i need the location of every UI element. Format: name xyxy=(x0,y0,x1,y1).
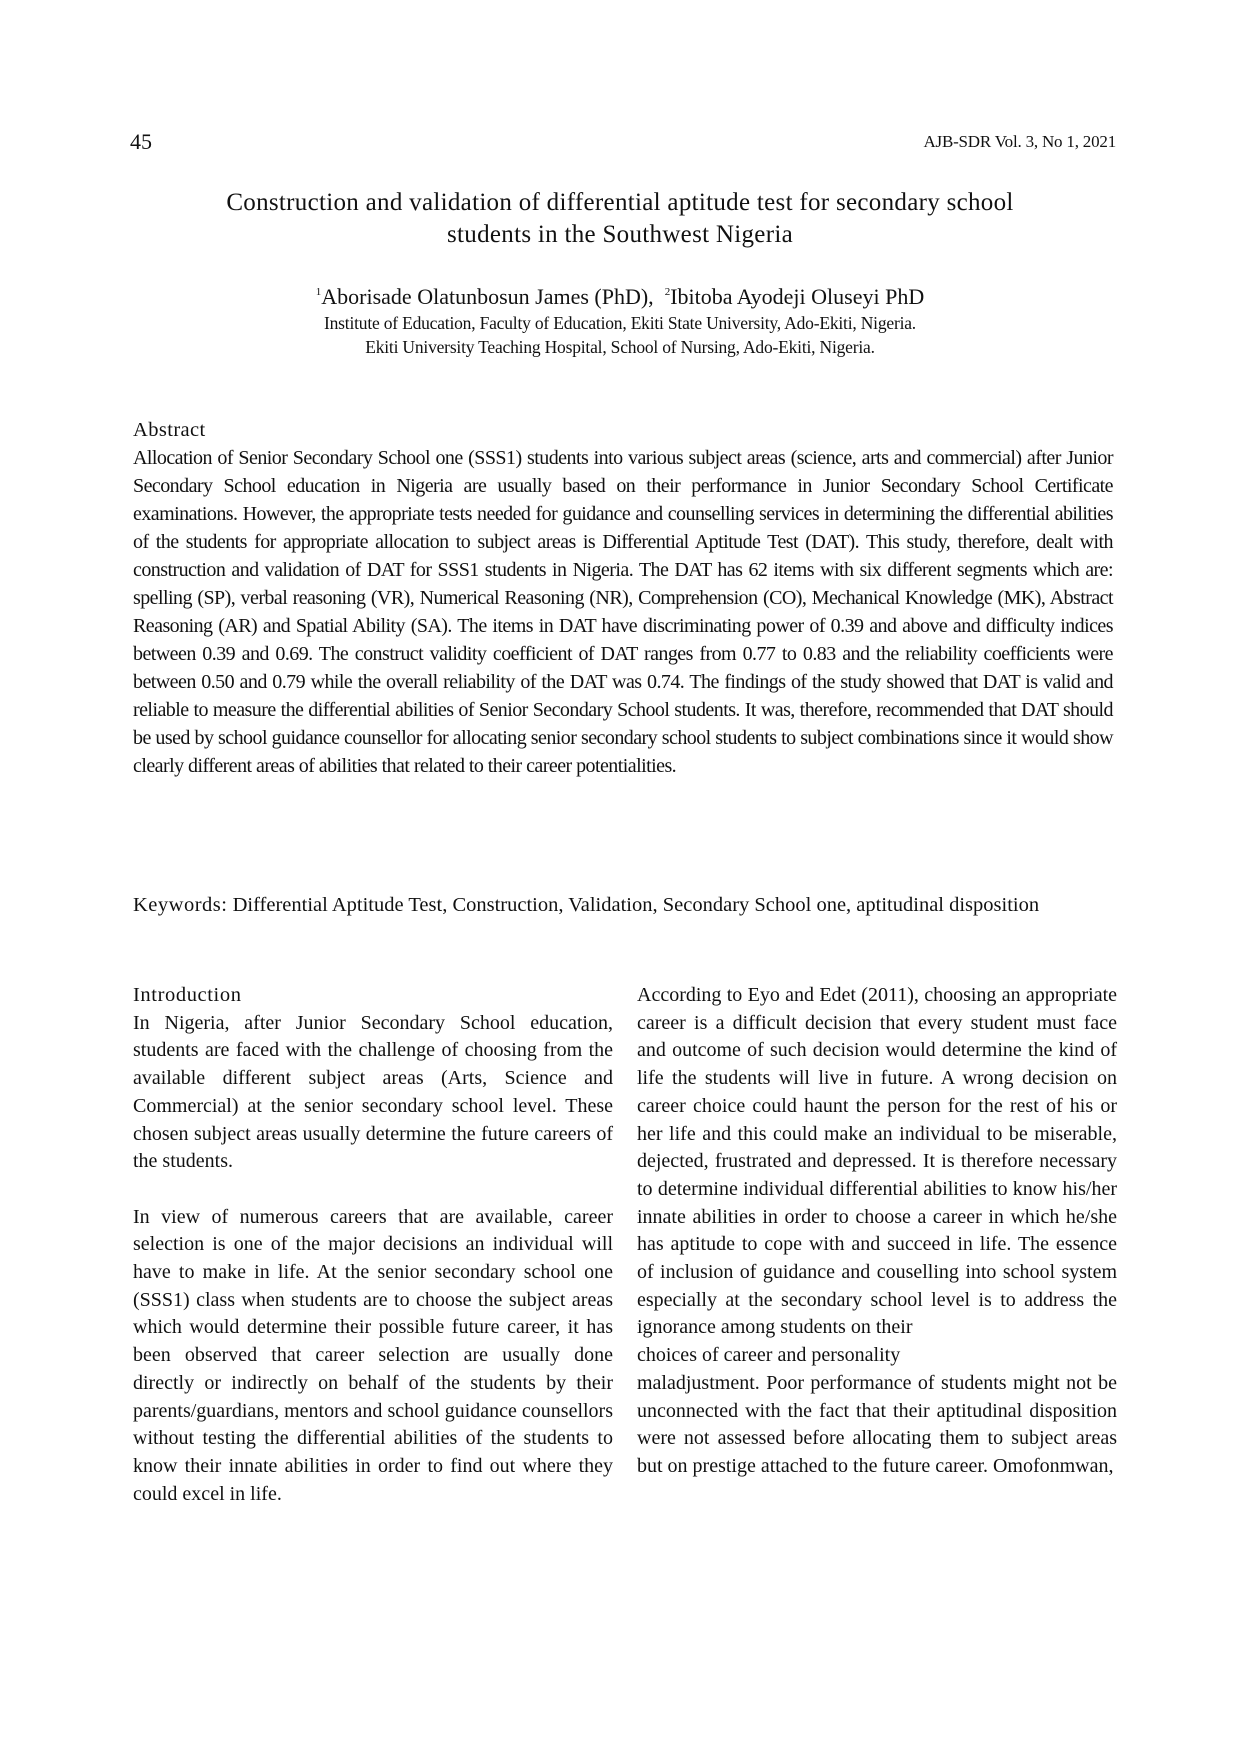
journal-reference: AJB-SDR Vol. 3, No 1, 2021 xyxy=(923,132,1116,151)
paragraph-spacer xyxy=(133,1176,613,1204)
right-paragraph-spread-line: choices of career and personality xyxy=(637,1344,901,1367)
affiliation-1: Institute of Education, Faculty of Education, Ekiti State University, Ado-Ekiti, Nigeria. xyxy=(324,313,916,333)
intro-paragraph-1: In Nigeria, after Junior Secondary School education, students are faced with the challenge of choosing from the available different subject areas (Arts, Science and Commercial) at the senior secondary school level. These chosen subject areas usually determine the future careers of the students. xyxy=(133,1011,613,1173)
keywords-label: Keywords: xyxy=(133,894,228,916)
author-1-superscript: 1 xyxy=(315,286,322,298)
author-2-superscript: 2 xyxy=(664,286,671,298)
author-block xyxy=(120,283,1120,359)
author-1-name: Aborisade Olatunbosun James (PhD), xyxy=(321,284,654,309)
keywords-text: Differential Aptitude Test, Construction, Validation, Secondary School one, aptitudinal disposition xyxy=(232,894,1040,916)
intro-paragraph-2: In view of numerous careers that are available, career selection is one of the major decisions an individual will have to make in life. At the senior secondary school one (SSS1) class when students are to choose the subject areas which would determine their possible future career, it has been observed that career selection are usually done directly or indirectly on behalf of the students by their parents/guardians, mentors and school guidance counsellors without testing the differential abilities of the students to know their innate abilities in order to find out where they could excel in life. xyxy=(133,1205,613,1505)
author-2-name: Ibitoba Ayodeji Oluseyi PhD xyxy=(670,284,925,309)
running-header xyxy=(130,130,1116,154)
right-paragraph-part-1: According to Eyo and Edet (2011), choosing an appropriate career is a difficult decision that every student must face and outcome of such decision would determine the kind of life the students will live in future. A wrong decision on career choice could haunt the person for the rest of his or her life and this could make an individual to be miserable, dejected, frustrated and depressed. It is therefore necessary to determine individual differential abilities to know his/her innate abilities in order to choose a career in which he/she has aptitude to cope with and succeed in life. The essence of inclusion of guidance and couselling into school system especially at the secondary school level is to address the ignorance among students on their xyxy=(637,984,1117,1339)
left-column xyxy=(133,982,613,1508)
introduction-heading: Introduction xyxy=(133,984,242,1006)
abstract-section xyxy=(133,416,1113,780)
right-paragraph-part-2: maladjustment. Poor performance of students might not be unconnected with the fact that their aptitudinal disposition were not assessed before allocating them to subject areas but on prestige attached to the future career. Omofonmwan, xyxy=(637,1371,1117,1477)
author-line xyxy=(120,283,1120,311)
page-number: 45 xyxy=(130,129,152,154)
abstract-body: Allocation of Senior Secondary School one (SSS1) students into various subject areas (science, arts and commercial) after Junior Secondary School education in Nigeria are usually based on their performance in Junior Secondary School Certificate examinations. However, the appropriate tests needed for guidance and counselling services in determining the differential abilities of the students for appropriate allocation to subject areas is Differential Aptitude Test (DAT). This study, therefore, dealt with construction and validation of DAT for SSS1 students in Nigeria. The DAT has 62 items with six different segments which are: spelling (SP), verbal reasoning (VR), Numerical Reasoning (NR), Comprehension (CO), Mechanical Knowledge (MK), Abstract Reasoning (AR) and Spatial Ability (SA). The items in DAT have discriminating power of 0.39 and above and difficulty indices between 0.39 and 0.69. The construct validity coefficient of DAT ranges from 0.77 to 0.83 and the reliability coefficients were between 0.50 and 0.79 while the overall reliability of the DAT was 0.74. The findings of the study showed that DAT is valid and reliable to measure the differential abilities of Senior Secondary School students. It was, therefore, recommended that DAT should be used by school guidance counsellor for allocating senior secondary school students to subject combinations since it would show clearly different areas of abilities that related to their career potentialities. xyxy=(133,447,1113,777)
article-title-line-1: Construction and validation of differential aptitude test for secondary school xyxy=(226,189,1014,216)
affiliation-2: Ekiti University Teaching Hospital, School of Nursing, Ado-Ekiti, Nigeria. xyxy=(365,337,875,357)
article-title-line-2: students in the Southwest Nigeria xyxy=(447,221,793,248)
keywords-section xyxy=(133,891,1113,919)
article-title xyxy=(120,187,1120,251)
abstract-heading: Abstract xyxy=(133,419,206,441)
right-column xyxy=(637,982,1117,1481)
